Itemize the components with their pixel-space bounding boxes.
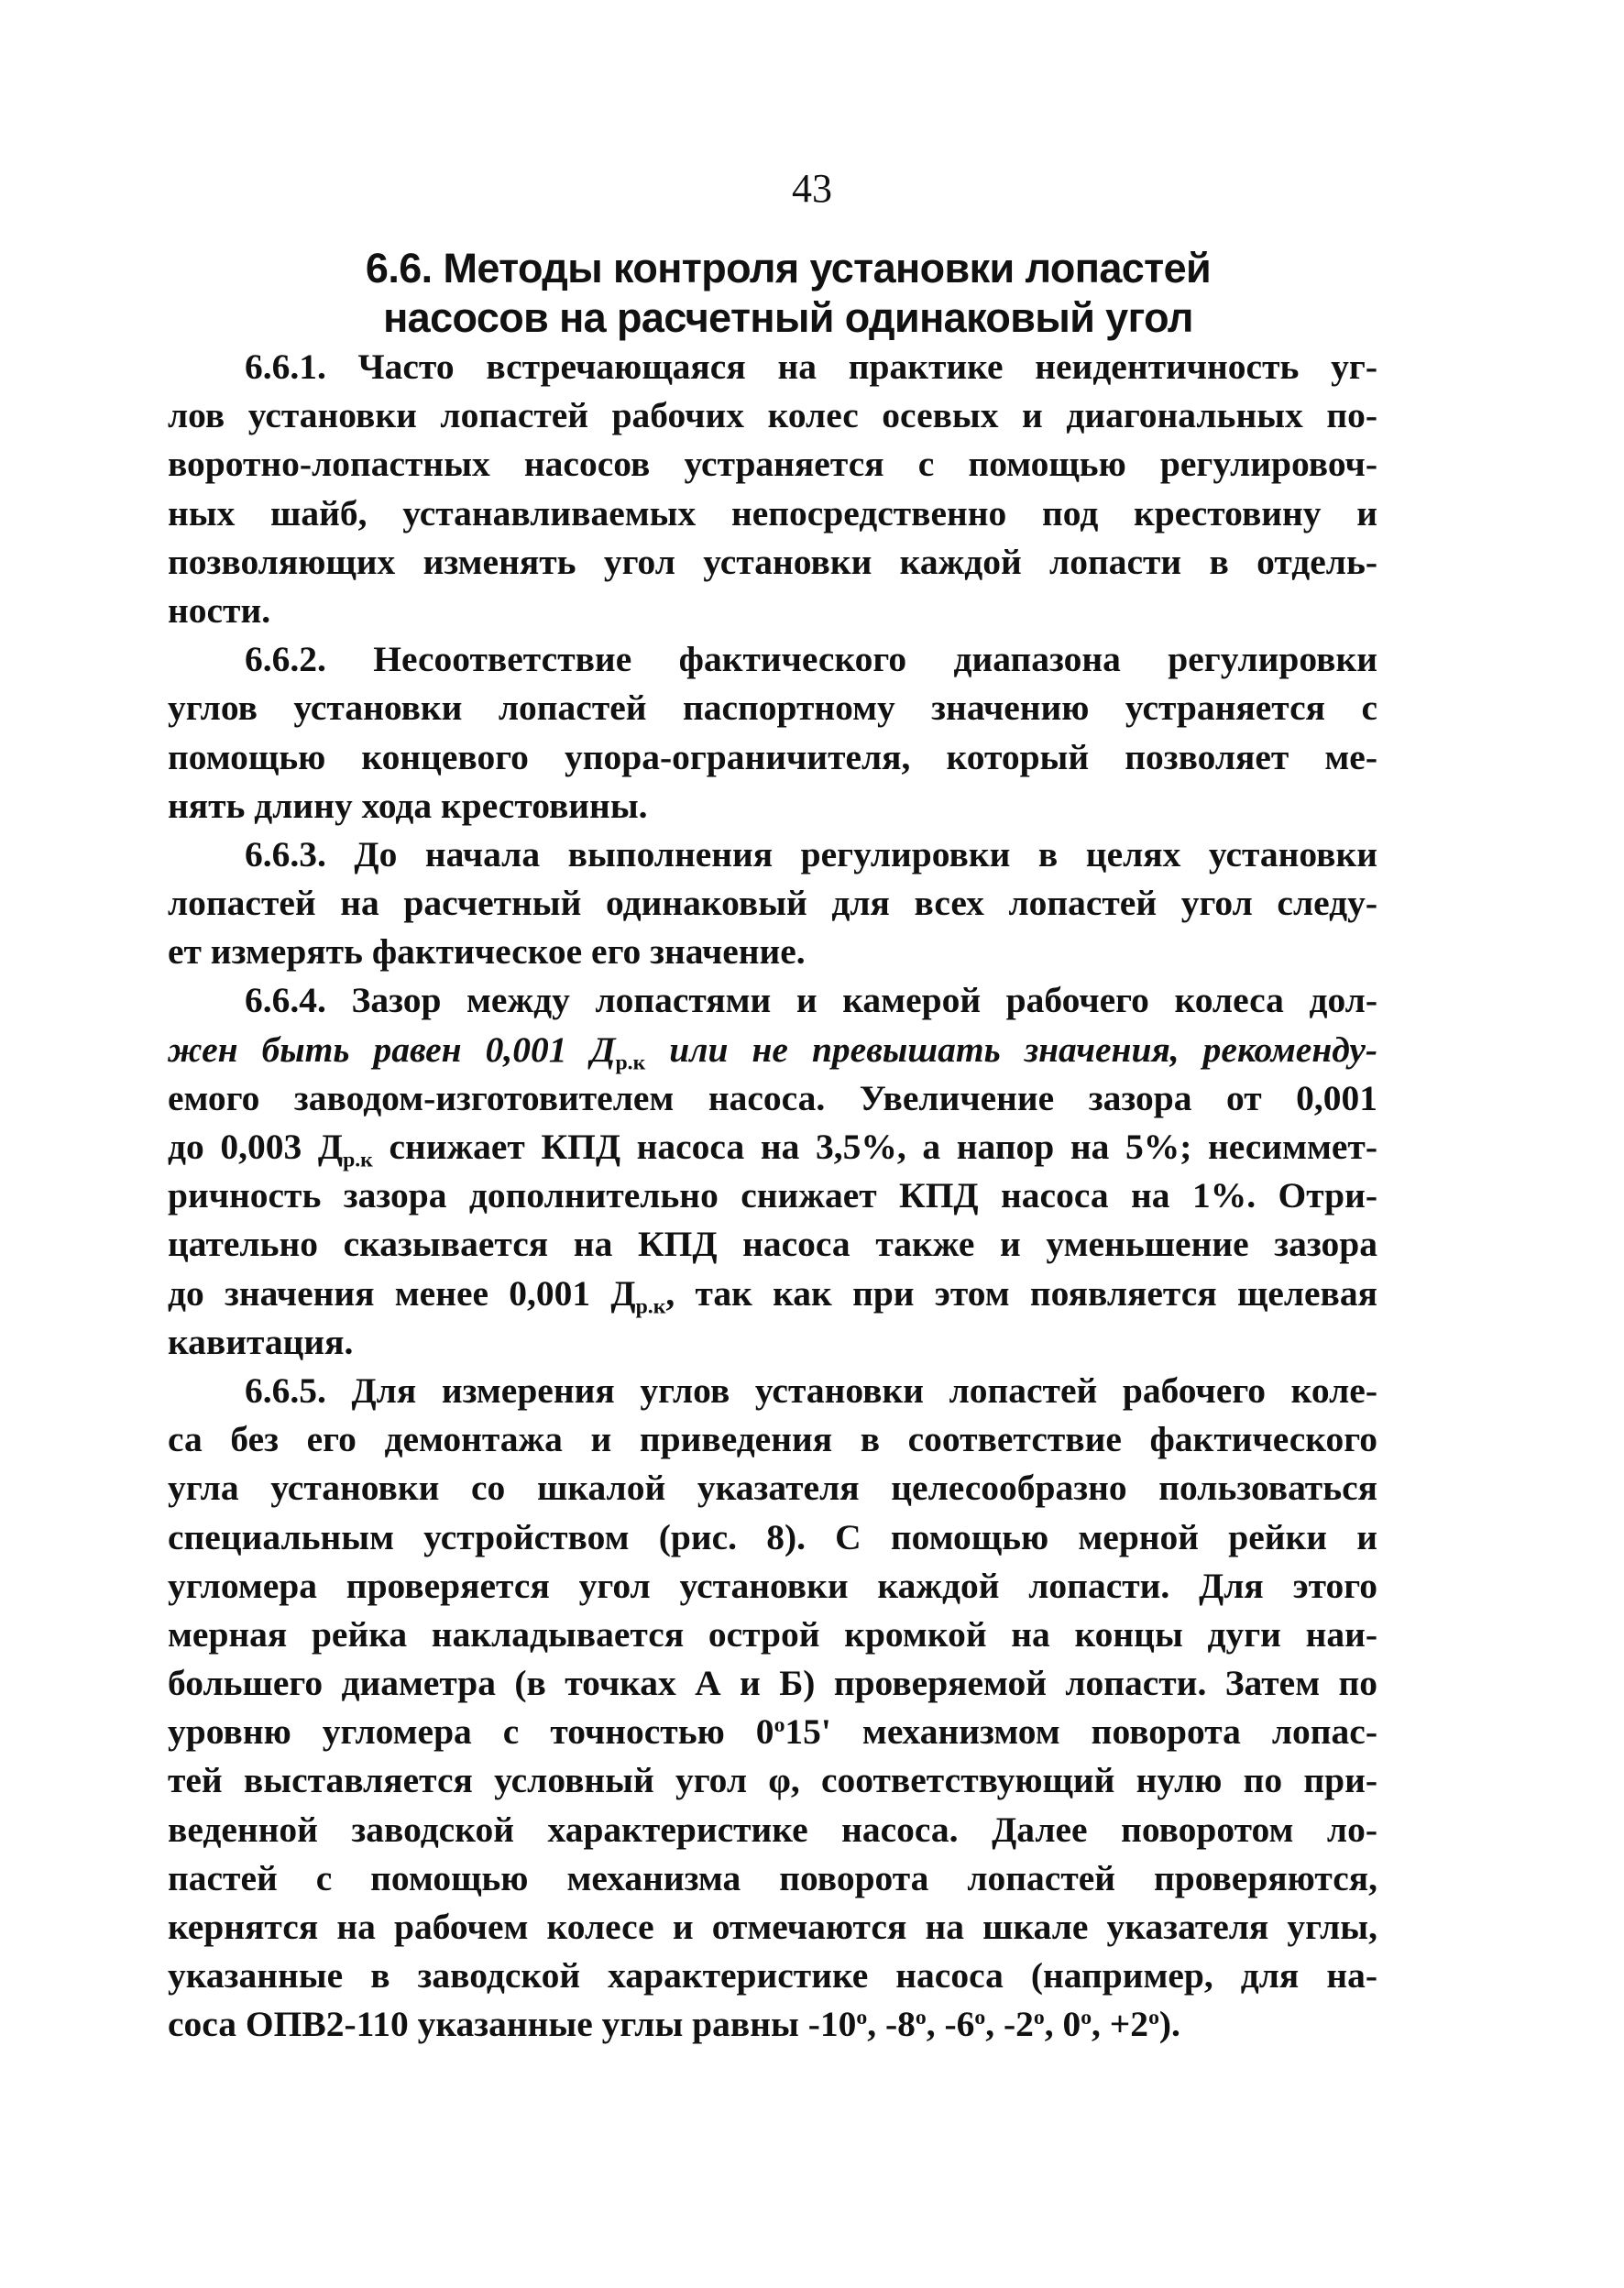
subscript-rk: р.к [343,1148,373,1172]
text-line: специальным устройством (рис. 8). С помощью мерной рейки и [168,1516,1377,1557]
text-fragment: соса ОПВ2-110 указанные углы равны -10 [168,2004,857,2045]
text-line: кавитация. [168,1321,354,1362]
text-line: угломера проверяется угол установки каждой лопасти. Для этого [168,1565,1377,1606]
page-number: 43 [792,166,832,211]
text-line [168,2000,1377,2049]
text-line: тей выставляется условный угол φ, соответствующий нулю по при- [168,1760,1377,1801]
text-line: ричность зазора дополнительно снижает КПД насоса на 1%. Отри- [168,1175,1377,1216]
text-line: кернятся на рабочем колесе и отмечаются на шкале указателя углы, [168,1907,1377,1947]
subscript-rk: р.к [635,1293,666,1318]
degree-mark: о [1148,2006,1159,2030]
text-line: цательно сказывается на КПД насоса также и уменьшение зазора [168,1224,1377,1265]
text-line [168,1026,1377,1074]
paragraph-6-6-4 [168,976,1377,1367]
text-line: 6.6.1. Часто встречающаяся на практике неидентичность уг- [245,346,1377,387]
text-line: лов установки лопастей рабочих колес осевых и диагональных по- [168,395,1377,436]
text-fragment: до значения менее 0,001 Д [168,1272,636,1314]
paragraph-6-6-3 [168,830,1377,977]
text-line: указанные в заводской характеристике насоса (например, для на- [168,1955,1377,1996]
text-line: углов установки лопастей паспортному значению устраняется с [168,688,1377,729]
text-line: пастей с помощью механизма поворота лопастей проверяются, [168,1857,1377,1898]
text-fragment: до 0,003 Д [168,1127,344,1167]
text-line: ности. [168,589,271,631]
text-line: 6.6.5. Для измерения углов установки лопастей рабочего коле- [245,1370,1377,1411]
paragraph-6-6-1 [168,343,1377,635]
section-heading [302,244,1274,343]
text-line [168,1270,1377,1318]
text-fragment: , -6 [926,2004,975,2045]
text-fragment: 15' механизмом поворота лопас- [785,1711,1377,1753]
text-line [168,1708,1377,1756]
text-line: веденной заводской характеристике насоса. Далее поворотом ло- [168,1809,1377,1850]
diameter-symbol-text: жен быть равен 0,001 Д [168,1028,616,1070]
text-line: большего диаметра (в точках А и Б) проверяемой лопасти. Затем по [168,1663,1377,1704]
text-line: 6.6.4. Зазор между лопастями и камерой рабочего колеса дол- [245,980,1377,1021]
text-fragment: уровню угломера с точностью 0 [168,1711,774,1753]
text-fragment: , -2 [985,2004,1034,2045]
degree-mark: о [915,2006,927,2030]
text-fragment: , 0 [1044,2004,1081,2045]
subscript-rk: р.к [615,1050,646,1074]
section-heading-line-1: 6.6. Методы контроля установки лопастей [365,245,1212,292]
text-line: воротно-лопастных насосов устраняется с помощью регулировоч- [168,444,1377,485]
text-line [168,1123,1377,1172]
text-line: ных шайб, устанавливаемых непосредственно под крестовину и [168,492,1377,534]
degree-mark: о [856,2006,868,2030]
body-text [168,343,1377,2050]
text-line: лопастей на расчетный одинаковый для всех лопастей угол следу- [168,883,1377,924]
text-line: помощью концевого упора-ограничителя, который позволяет ме- [168,736,1377,777]
degree-mark: о [974,2006,986,2030]
text-fragment: , +2 [1092,2004,1149,2045]
text-line: 6.6.2. Несоответствие фактического диапазона регулировки [245,639,1377,680]
text-fragment: или не превышать значения, рекоменду- [645,1028,1378,1070]
text-line: нять длину хода крестовины. [168,785,648,826]
text-fragment: снижает КПД насоса на 3,5%, а напор на 5%; несиммет- [372,1127,1377,1167]
degree-mark: о [1081,2006,1092,2030]
degree-mark: о [1033,2006,1045,2030]
text-line: 6.6.3. До начала выполнения регулировки в целях установки [245,833,1377,874]
section-heading-line-2: насосов на расчетный одинаковый угол [383,294,1193,341]
text-line: са без его демонтажа и приведения в соответствие фактического [168,1419,1377,1460]
text-fragment: , так как при этом появляется щелевая [665,1272,1377,1314]
text-line: ет измерять фактическое его значение. [168,931,806,973]
paragraph-6-6-2 [168,635,1377,830]
text-line: мерная рейка накладывается острой кромкой на концы дуги наи- [168,1613,1377,1655]
text-line: емого заводом-изготовителем насоса. Увеличение зазора от 0,001 [168,1077,1377,1118]
text-fragment: , -8 [867,2004,916,2045]
paragraph-6-6-5 [168,1367,1377,2050]
degree-mark: о [774,1713,785,1738]
text-line: угла установки со шкалой указателя целесообразно пользоваться [168,1468,1377,1509]
text-line: позволяющих изменять угол установки каждой лопасти в отдель- [168,541,1377,582]
text-fragment: ). [1158,2004,1180,2045]
